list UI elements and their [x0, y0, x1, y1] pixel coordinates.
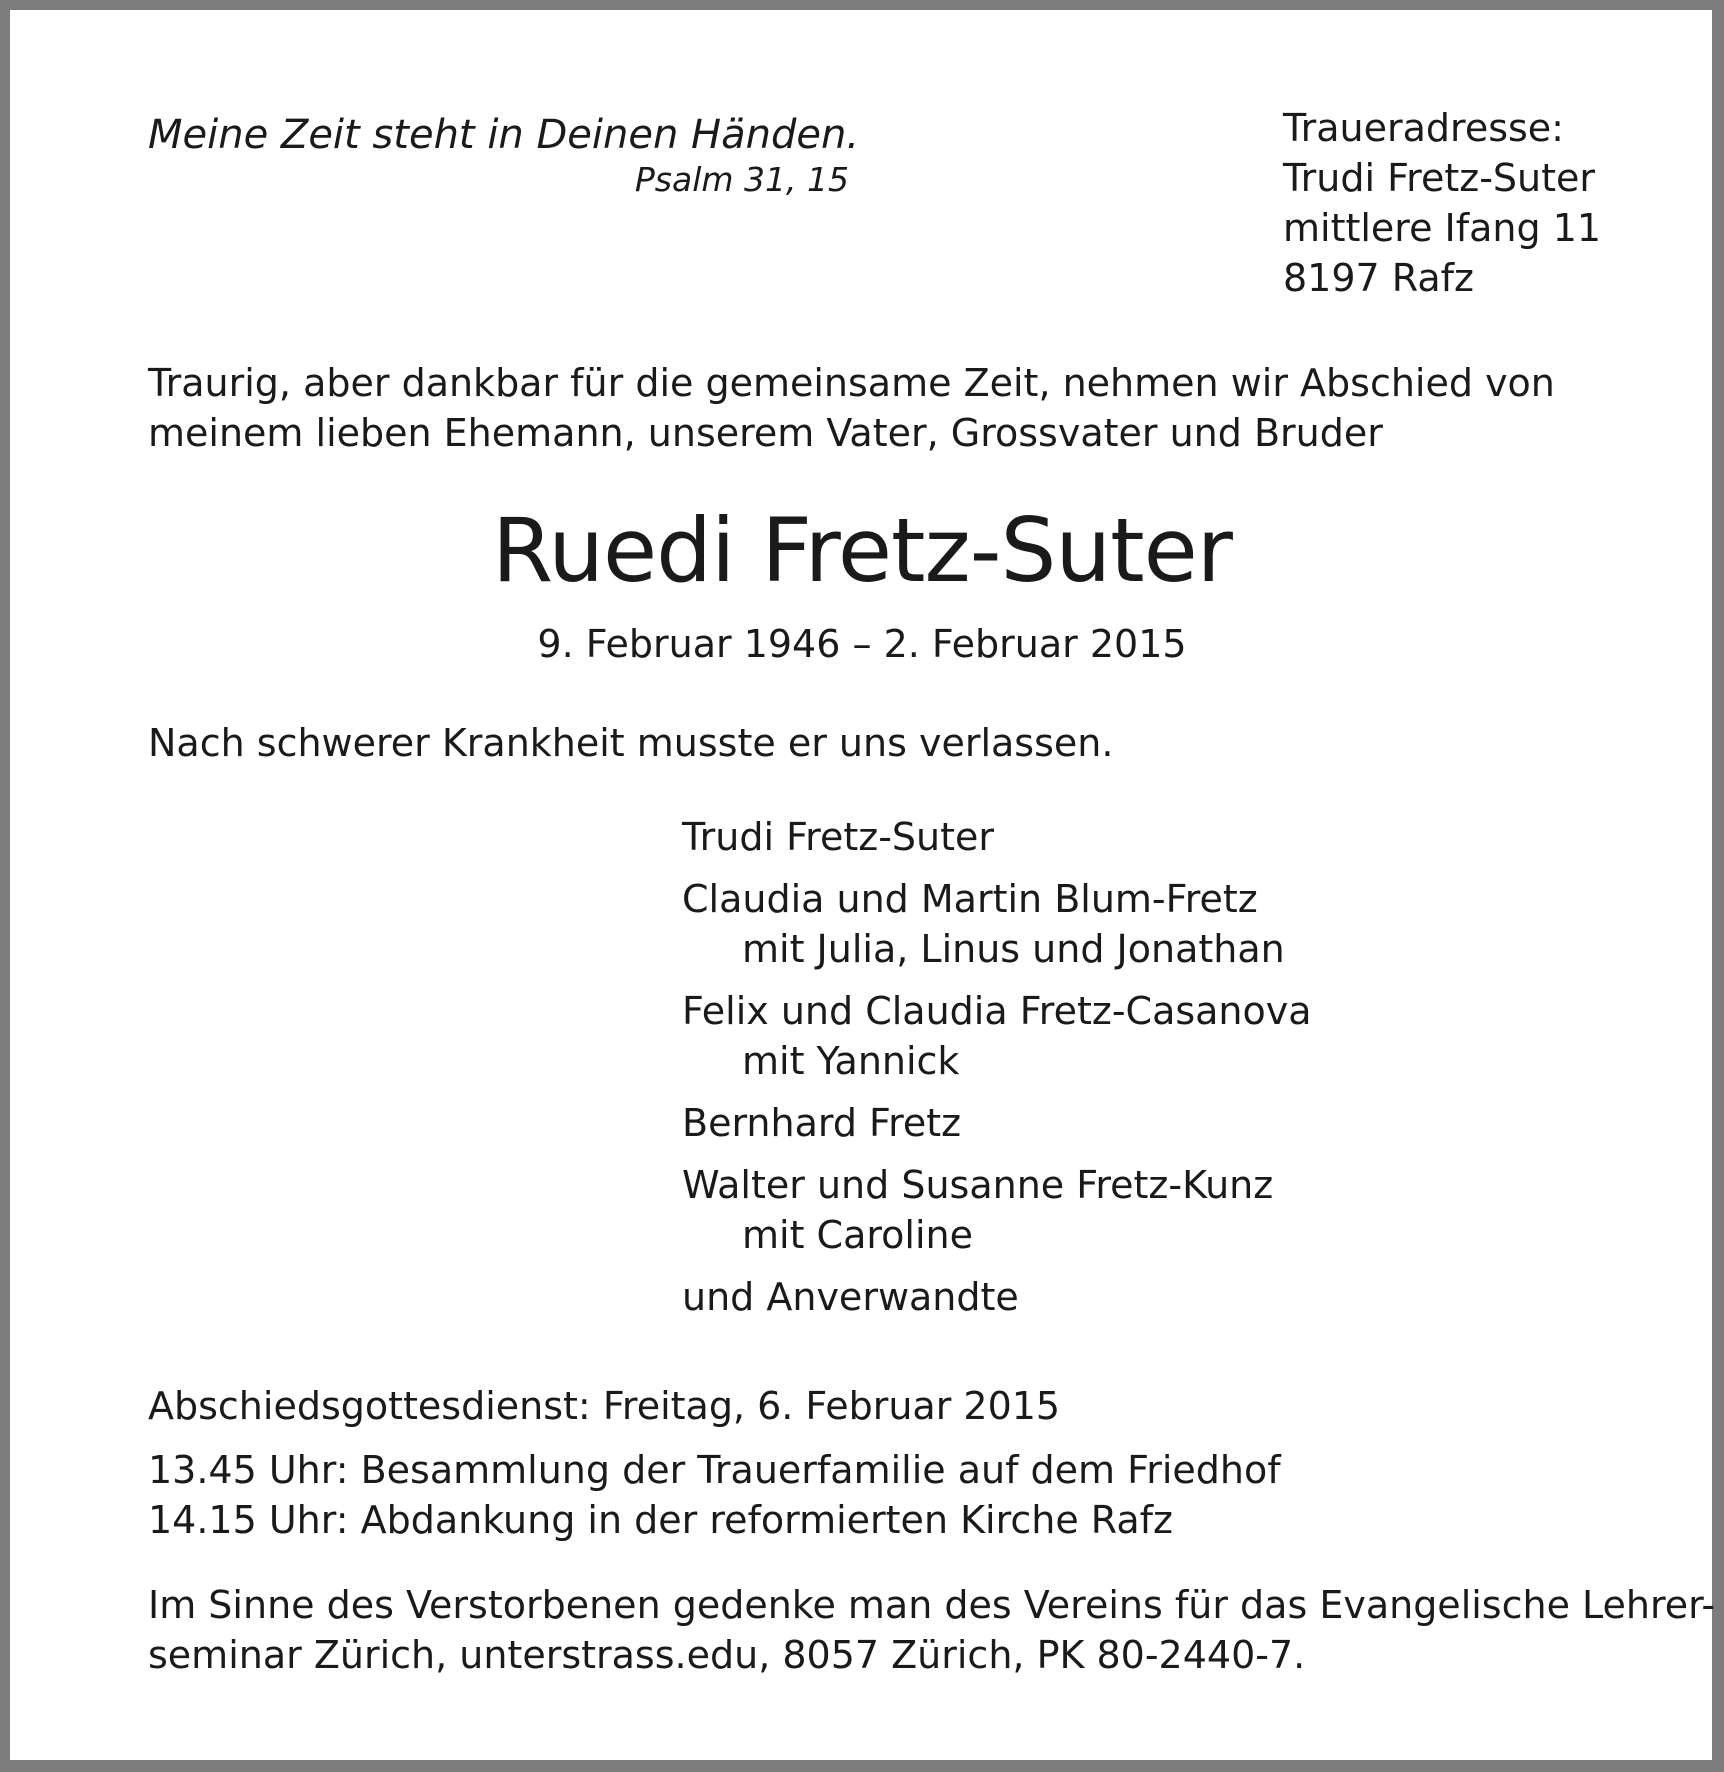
intro-line-2: meinem lieben Ehemann, unserem Vater, Grossvater und Bruder [148, 411, 1383, 455]
mourner-group [682, 1160, 1312, 1260]
mourner-group [682, 1098, 1312, 1148]
intro-text [148, 358, 1588, 458]
mourner-sub: mit Yannick [742, 1039, 960, 1083]
mourner-main: Walter und Susanne Fretz-Kunz [682, 1163, 1274, 1207]
mourner-main: Felix und Claudia Fretz-Casanova [682, 989, 1312, 1033]
memorial-line-1: Im Sinne des Verstorbenen gedenke man des Vereins für das Evangelische Lehrer- [148, 1583, 1716, 1627]
memorial-line-2: seminar Zürich, unterstrass.edu, 8057 Zürich, PK 80-2440-7. [148, 1633, 1306, 1677]
mourner-group [682, 986, 1312, 1086]
mourner-group [682, 812, 1312, 862]
illness-note: Nach schwerer Krankheit musste er uns verlassen. [148, 721, 1114, 765]
mourners-list [682, 812, 1312, 1322]
psalm-reference: Psalm 31, 15 [634, 160, 849, 199]
mourner-main: Claudia und Martin Blum-Fretz [682, 877, 1258, 921]
mourner-main: Bernhard Fretz [682, 1101, 962, 1145]
memorial-donation-note [148, 1580, 1715, 1680]
mourner-sub: mit Caroline [742, 1213, 973, 1257]
service-details [148, 1381, 1281, 1545]
motto-verse: Meine Zeit steht in Deinen Händen. [148, 112, 860, 158]
address-label: Traueradresse: [1283, 106, 1564, 150]
mourning-address [1283, 103, 1601, 303]
address-street: mittlere Ifang 11 [1283, 206, 1602, 250]
relatives-note: und Anverwandte [682, 1275, 1019, 1319]
mourner-main: Trudi Fretz-Suter [682, 815, 995, 859]
intro-line-1: Traurig, aber dankbar für die gemeinsame Zeit, nehmen wir Abschied von [148, 361, 1555, 405]
service-gathering: 13.45 Uhr: Besammlung der Trauerfamilie auf dem Friedhof [148, 1448, 1281, 1492]
address-city: 8197 Rafz [1283, 256, 1474, 300]
deceased-name: Ruedi Fretz-Suter [492, 499, 1232, 602]
address-name: Trudi Fretz-Suter [1283, 156, 1596, 200]
service-ceremony: 14.15 Uhr: Abdankung in der reformierten Kirche Rafz [148, 1498, 1173, 1542]
service-title: Abschiedsgottesdienst: Freitag, 6. Februar 2015 [148, 1384, 1061, 1428]
life-dates: 9. Februar 1946 – 2. Februar 2015 [537, 622, 1187, 666]
mourner-sub: mit Julia, Linus und Jonathan [742, 927, 1285, 971]
mourner-group [682, 874, 1312, 974]
